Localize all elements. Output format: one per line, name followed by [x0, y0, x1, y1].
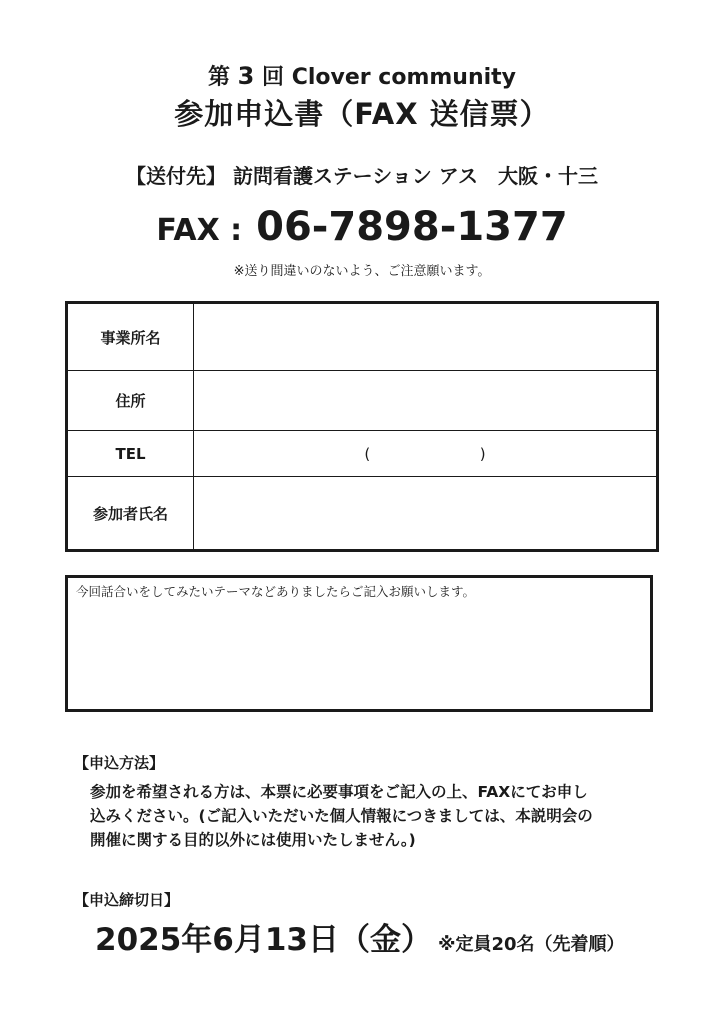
tel-open-paren: (: [364, 444, 371, 463]
table-row: [67, 371, 658, 431]
fax-number: 06-7898-1377: [256, 204, 568, 250]
tel-close-paren: ): [479, 444, 486, 463]
table-row: [67, 431, 658, 477]
office-name-field[interactable]: [194, 303, 658, 371]
participant-name-field[interactable]: [194, 477, 658, 551]
event-line: [0, 60, 724, 91]
method-heading: 【申込方法】: [74, 754, 165, 772]
event-name: Clover community: [291, 65, 517, 90]
table-row: [67, 303, 658, 371]
method-line: 込みください。(ご記入いただいた個人情報につきましては、本説明会の: [90, 807, 593, 825]
destination-name: 訪問看護ステーション アス 大阪・十三: [233, 164, 598, 188]
event-number: 3: [237, 62, 255, 90]
applicant-info-table: [65, 301, 659, 552]
address-label: 住所: [67, 371, 194, 431]
address-field[interactable]: [194, 371, 658, 431]
deadline-heading: 【申込締切日】: [74, 891, 180, 909]
destination-label: 【送付先】: [126, 164, 227, 188]
event-suffix: 回: [262, 65, 285, 90]
table-row: [67, 477, 658, 551]
participant-name-label: 参加者氏名: [67, 477, 194, 551]
method-body: [90, 780, 670, 852]
fax-note: ※送り間違いのないよう、ご注意願います。: [233, 264, 491, 279]
method-line: 参加を希望される方は、本票に必要事項をご記入の上、FAXにてお申し: [90, 783, 588, 801]
capacity-note: ※定員20名（先着順）: [438, 934, 625, 955]
method-line: 開催に関する目的以外には使用いたしません。): [90, 831, 416, 849]
fax-label: FAX :: [156, 213, 243, 248]
tel-field[interactable]: [194, 431, 658, 477]
deadline-line: [95, 914, 625, 959]
fax-line: [0, 204, 724, 250]
tel-label: TEL: [67, 431, 194, 477]
form-title: 参加申込書（FAX 送信票）: [174, 97, 550, 131]
topic-prompt: 今回話合いをしてみたいテーマなどありましたらご記入お願いします。: [76, 584, 476, 599]
topic-box[interactable]: [65, 575, 653, 712]
destination-line: [0, 160, 724, 189]
office-name-label: 事業所名: [67, 303, 194, 371]
event-prefix: 第: [207, 65, 230, 90]
deadline-date: 2025年6月13日（金）: [95, 922, 432, 958]
